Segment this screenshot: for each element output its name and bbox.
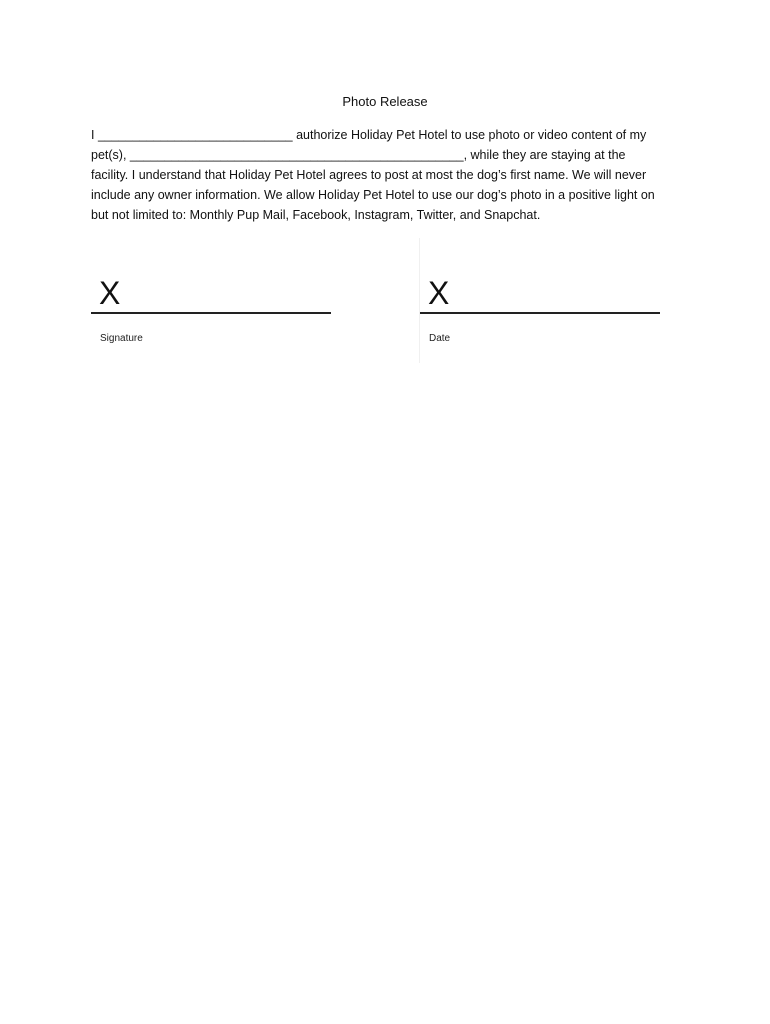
document-title: Photo Release: [342, 94, 428, 109]
signature-x-mark: X: [99, 275, 121, 311]
release-paragraph: [91, 125, 681, 225]
paragraph-line: but not limited to: Monthly Pup Mail, Facebook, Instagram, Twitter, and Snapchat.: [91, 208, 541, 222]
date-x-mark: X: [428, 275, 450, 311]
signature-line: [91, 312, 331, 314]
signature-label: Signature: [100, 333, 143, 344]
paragraph-line: facility. I understand that Holiday Pet Hotel agrees to post at most the dog’s first name. We will never: [91, 168, 647, 182]
column-divider: [419, 238, 420, 363]
date-label: Date: [429, 333, 451, 344]
paragraph-line: I ____________________________ authorize Holiday Pet Hotel to use photo or video content of my: [91, 128, 647, 142]
paragraph-line: include any owner information. We allow Holiday Pet Hotel to use our dog’s photo in a positive light on: [91, 188, 655, 202]
paragraph-line: pet(s), ________________________________________________, while they are staying at the: [91, 148, 626, 162]
date-line: [420, 312, 660, 314]
